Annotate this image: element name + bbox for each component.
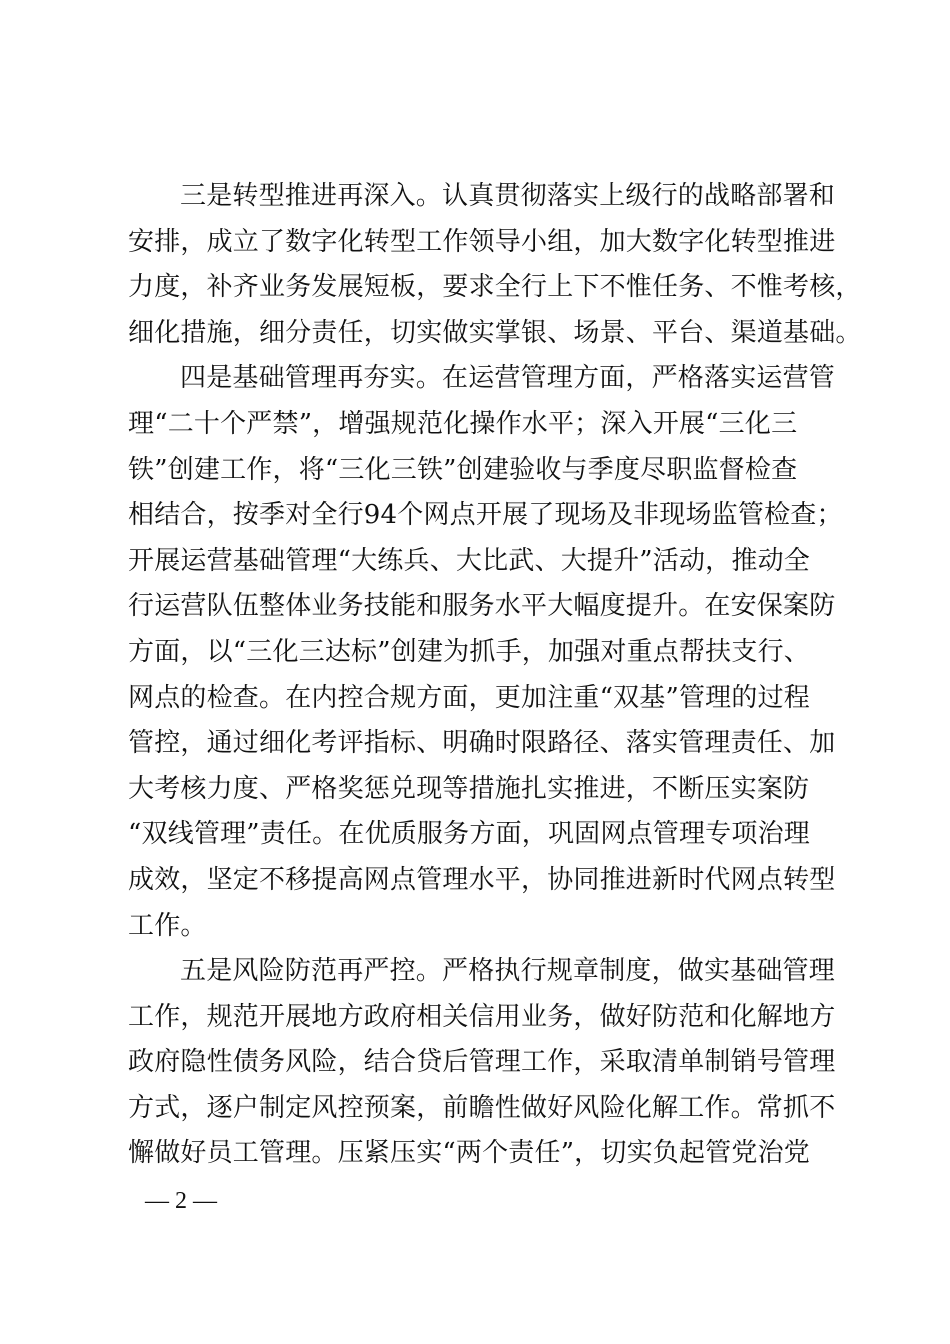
document-body: [128, 174, 862, 1177]
text-line: 方式，逐户制定风控预案，前瞻性做好风险化解工作。常抓不: [128, 1092, 836, 1123]
text-line: 开展运营基础管理“大练兵、大比武、大提升”活动，推动全: [128, 545, 810, 576]
paragraph-basic-management: [128, 356, 843, 949]
text-line: “双线管理”责任。在优质服务方面，巩固网点管理专项治理: [128, 819, 810, 850]
text-line: 理“二十个严禁”，增强规范化操作水平；深入开展“三化三: [128, 408, 798, 439]
text-line: 成效，坚定不移提高网点管理水平，协同推进新时代网点转型: [128, 864, 836, 895]
text-line: 行运营队伍整体业务技能和服务水平大幅度提升。在安保案防: [128, 591, 836, 622]
text-line: 管控，通过细化考评指标、明确时限路径、落实管理责任、加: [128, 728, 836, 759]
text-line: 铁”创建工作，将“三化三铁”创建验收与季度尽职监督检查: [128, 454, 798, 485]
text-line: 工作，规范开展地方政府相关信用业务，做好防范和化解地方: [128, 1001, 836, 1032]
text-line: 四是基础管理再夯实。在运营管理方面，严格落实运营管: [180, 363, 836, 394]
text-line: 安排，成立了数字化转型工作领导小组，加大数字化转型推进: [128, 226, 836, 257]
text-line: 三是转型推进再深入。认真贯彻落实上级行的战略部署和: [180, 181, 836, 211]
text-line: 大考核力度、严格奖惩兑现等措施扎实推进，不断压实案防: [128, 773, 810, 804]
paragraph-risk-control: [128, 949, 836, 1177]
text-line: 方面，以“三化三达标”创建为抓手，加强对重点帮扶支行、: [128, 636, 810, 667]
text-line: 政府隐性债务风险，结合贷后管理工作，采取清单制销号管理: [128, 1047, 836, 1078]
text-line: 五是风险防范再严控。严格执行规章制度，做实基础管理: [180, 956, 836, 987]
text-line: 懈做好员工管理。压紧压实“两个责任”，切实负起管党治党: [128, 1138, 810, 1169]
text-line: 网点的检查。在内控合规方面，更加注重“双基”管理的过程: [128, 682, 810, 713]
text-line: 力度，补齐业务发展短板，要求全行上下不惟任务、不惟考核，: [128, 272, 862, 303]
text-line: 相结合，按季对全行94个网点开展了现场及非现场监管检查；: [128, 500, 843, 531]
text-line: 细化措施，细分责任，切实做实掌银、场景、平台、渠道基础。: [128, 317, 862, 348]
page-number: — 2 —: [145, 1188, 217, 1214]
text-line: 工作。: [128, 910, 207, 941]
paragraph-transformation: [128, 174, 862, 356]
